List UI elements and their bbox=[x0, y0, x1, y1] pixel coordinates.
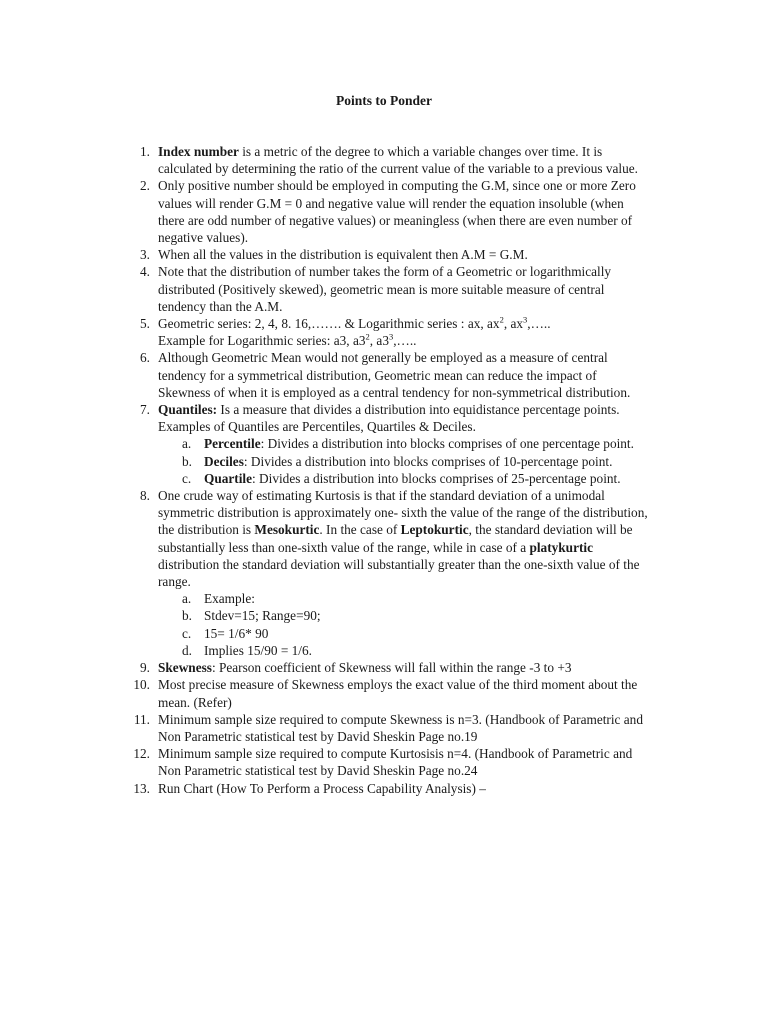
list-item-9 bbox=[0, 659, 768, 676]
item-text: Index number is a metric of the degree to which a variable changes over time. It is calculated by determining the ratio of the current value of the variable to a previous value. bbox=[158, 144, 638, 177]
sub-item-letter: a. bbox=[182, 436, 192, 452]
term-mesokurtic: Mesokurtic bbox=[254, 522, 320, 538]
item-number: 3. bbox=[140, 247, 150, 263]
list-item-8 bbox=[0, 487, 768, 590]
list-item-10 bbox=[0, 676, 768, 710]
sub-item-percentile bbox=[0, 435, 768, 452]
sub-item-letter: b. bbox=[182, 608, 192, 624]
sub-item-text: Quartile: Divides a distribution into blocks comprises of 25-percentage point. bbox=[204, 470, 621, 486]
sub-item-deciles bbox=[0, 453, 768, 470]
list-item-13 bbox=[0, 780, 768, 797]
item-text bbox=[158, 315, 650, 349]
sub-item-letter: d. bbox=[182, 642, 192, 658]
item-text: When all the values in the distribution is equivalent then A.M = G.M. bbox=[158, 247, 528, 263]
list-item-1 bbox=[0, 143, 768, 177]
sub-item-quartile bbox=[0, 470, 768, 487]
list-item-4 bbox=[0, 263, 768, 315]
item-number: 4. bbox=[140, 264, 150, 280]
sub-item-letter: a. bbox=[182, 591, 192, 607]
item-text: Run Chart (How To Perform a Process Capability Analysis) – bbox=[158, 780, 486, 796]
list-item-12 bbox=[0, 745, 768, 779]
term-index-number: Index number bbox=[158, 144, 239, 159]
sub-item-text: Percentile: Divides a distribution into blocks comprises of one percentage point. bbox=[204, 436, 634, 452]
sub-item-implies bbox=[0, 642, 768, 659]
list-item-6 bbox=[0, 349, 768, 401]
logarithmic-example-line: Example for Logarithmic series: a3, $a3^2$, $a3^3,\dots$.. bbox=[158, 331, 417, 349]
item-number: 1. bbox=[140, 144, 150, 159]
item-text: Minimum sample size required to compute Kurtosisis n=4. (Handbook of Parametric and Non Parametric statistical test by David Sheskin Page no.24 bbox=[158, 746, 633, 779]
item-number: 12. bbox=[133, 746, 150, 762]
sub-item-text: Stdev=15; Range=90; bbox=[204, 608, 321, 624]
page-title: Points to Ponder bbox=[336, 93, 432, 108]
item-text: Although Geometric Mean would not generally be employed as a measure of central tendency for a symmetrical distribution, Geometric mean can reduce the impact of Skewness of when it is employed as a central tendency for non-symmetrical distribution. bbox=[158, 350, 631, 400]
item-text: Most precise measure of Skewness employs the exact value of the third moment about the mean. (Refer) bbox=[158, 677, 638, 710]
item-text: Quantiles: Is a measure that divides a distribution into equidistance percentage points. Examples of Quantiles are Percentiles, Quartiles & Deciles. bbox=[158, 402, 620, 435]
item-number: 6. bbox=[140, 350, 150, 366]
sub-item-text: 15= 1/6* 90 bbox=[204, 625, 269, 641]
item-number: 2. bbox=[140, 178, 150, 194]
item-number: 13. bbox=[133, 780, 150, 796]
sub-item-letter: c. bbox=[182, 625, 192, 641]
item-number: 8. bbox=[140, 488, 150, 504]
item-number: 10. bbox=[133, 677, 150, 693]
item-text: One crude way of estimating Kurtosis is that if the standard deviation of a unimodal symmetric distribution is approximately one- sixth the value of the range of the distribution, the distribution is Mesokurtic. In the case of Leptokurtic, the standard deviation will be substantially less than one-sixth value of the range, while in case of a platykurtic distribution the standard deviation will substantially greater than the one-sixth value of the range. bbox=[158, 488, 648, 590]
list-item-3 bbox=[0, 246, 768, 263]
item-text: Only positive number should be employed in computing the G.M, since one or more Zero values will render G.M = 0 and negative value will render the equation insoluble (when there are odd number of negative values) or meaningless (when there are even number of negative values). bbox=[158, 178, 636, 246]
sub-item-letter: c. bbox=[182, 470, 192, 486]
item-number: 9. bbox=[140, 660, 150, 676]
list-item-11 bbox=[0, 711, 768, 745]
sub-item-example bbox=[0, 590, 768, 607]
list-item-2 bbox=[0, 177, 768, 246]
geometric-series-line: Geometric series: 2, 4, 8. 16,……. & Logarithmic series : ax, $ax^2$, $ax^3,\dots$.. bbox=[158, 314, 551, 332]
sub-item-text: Implies 15/90 = 1/6. bbox=[204, 642, 312, 658]
sub-item-equation bbox=[0, 625, 768, 642]
list-item-5 bbox=[0, 315, 768, 349]
sub-item-text: Example: bbox=[204, 591, 255, 607]
sub-item-letter: b. bbox=[182, 453, 192, 469]
item-number: 5. bbox=[140, 316, 150, 332]
term-skewness: Skewness bbox=[158, 660, 212, 676]
sub-item-text: Deciles: Divides a distribution into blocks comprises of 10-percentage point. bbox=[204, 453, 613, 469]
list-item-7 bbox=[0, 401, 768, 435]
item-number: 11. bbox=[133, 711, 150, 727]
item-text: Note that the distribution of number takes the form of a Geometric or logarithmically distributed (Positively skewed), geometric mean is more suitable measure of central tendency than the A.M. bbox=[158, 264, 612, 314]
item-text: Minimum sample size required to compute Skewness is n=3. (Handbook of Parametric and Non Parametric statistical test by David Sheskin Page no.19 bbox=[158, 711, 643, 744]
points-list bbox=[0, 143, 768, 797]
term-quantiles: Quantiles: bbox=[158, 402, 218, 418]
term-platykurtic: platykurtic bbox=[529, 539, 593, 555]
item-number: 7. bbox=[140, 402, 150, 418]
sub-item-stdev bbox=[0, 607, 768, 624]
term-leptokurtic: Leptokurtic bbox=[400, 522, 469, 538]
item-text: Skewness: Pearson coefficient of Skewness will fall within the range -3 to +3 bbox=[158, 660, 572, 676]
